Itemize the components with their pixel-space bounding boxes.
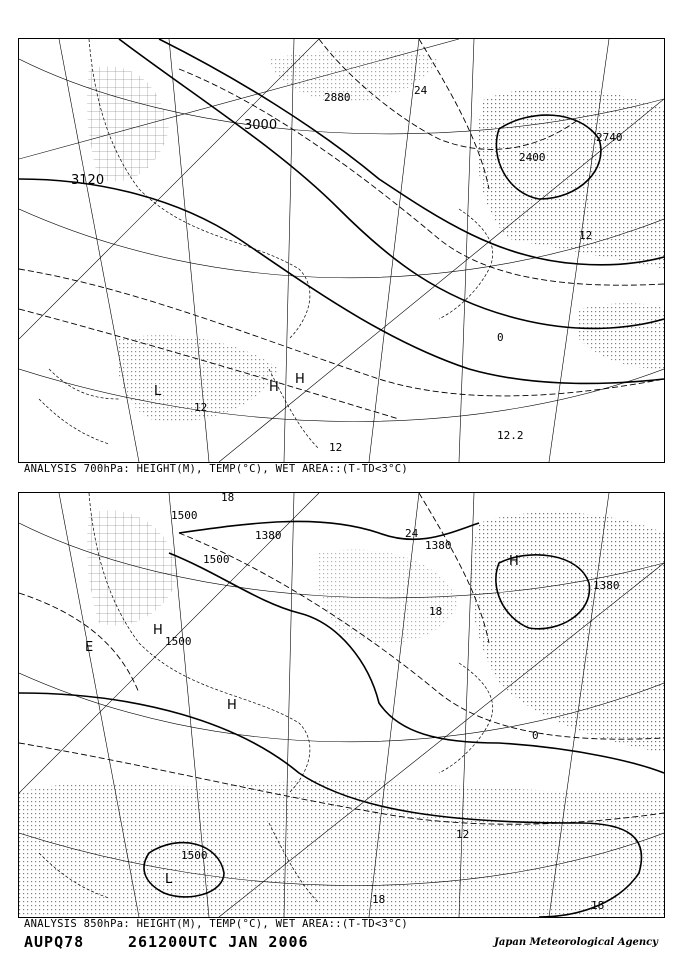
wet-areas-850 bbox=[19, 511, 664, 918]
temp-label: 18 bbox=[221, 493, 235, 504]
height-label: 3120 bbox=[71, 173, 105, 188]
map-panel-850hpa bbox=[18, 492, 665, 918]
temp-label: 18 bbox=[372, 893, 386, 906]
map-panel-700hpa bbox=[18, 38, 665, 463]
high-center: H bbox=[509, 554, 519, 569]
height-label: 1500 bbox=[181, 849, 208, 862]
temp-label: 0 bbox=[497, 331, 504, 344]
caption-700hpa: ANALYSIS 700hPa: HEIGHT(M), TEMP(°C), WET AREA::(T-TD<3°C) bbox=[24, 463, 409, 475]
height-label: 1380 bbox=[593, 579, 620, 592]
temp-label: 0 bbox=[532, 729, 539, 742]
wet-areas-700 bbox=[87, 50, 664, 422]
temp-label: 12 bbox=[579, 229, 593, 242]
temp-label: 18 bbox=[591, 899, 605, 912]
temp-label: 12 bbox=[456, 828, 470, 841]
height-label: 1380 bbox=[255, 529, 282, 542]
high-center: H bbox=[227, 698, 237, 713]
height-label: 2400 bbox=[519, 151, 546, 164]
temp-label: 24 bbox=[405, 527, 419, 540]
agency-name: Japan Meteorological Agency bbox=[494, 937, 658, 948]
temp-label: 12 bbox=[329, 441, 343, 454]
temp-label: 18 bbox=[429, 605, 443, 618]
map-850hpa-canvas bbox=[19, 493, 664, 917]
high-center: H bbox=[295, 372, 305, 387]
height-label: 2740 bbox=[596, 131, 623, 144]
height-label: 2880 bbox=[324, 91, 351, 104]
height-label: 1500 bbox=[165, 635, 192, 648]
caption-850hpa: ANALYSIS 850hPa: HEIGHT(M), TEMP(°C), WET AREA::(T-TD<3°C) bbox=[24, 918, 409, 930]
high-center: H bbox=[269, 380, 279, 395]
height-label: 1500 bbox=[171, 509, 198, 522]
high-center: H bbox=[153, 623, 163, 638]
chart-id: AUPQ78 bbox=[24, 933, 85, 951]
height-label: 1380 bbox=[425, 539, 452, 552]
height-label: 1500 bbox=[203, 553, 230, 566]
station-value: 12.2 bbox=[497, 429, 524, 442]
other-center: E bbox=[85, 640, 94, 655]
height-label: 3000 bbox=[244, 118, 278, 133]
map-700hpa-canvas bbox=[19, 39, 664, 462]
valid-time: 261200UTC JAN 2006 bbox=[128, 933, 309, 951]
temp-label: 12 bbox=[194, 401, 208, 414]
low-center: L bbox=[154, 384, 162, 399]
temp-label: 24 bbox=[414, 84, 428, 97]
low-center: L bbox=[165, 872, 173, 887]
